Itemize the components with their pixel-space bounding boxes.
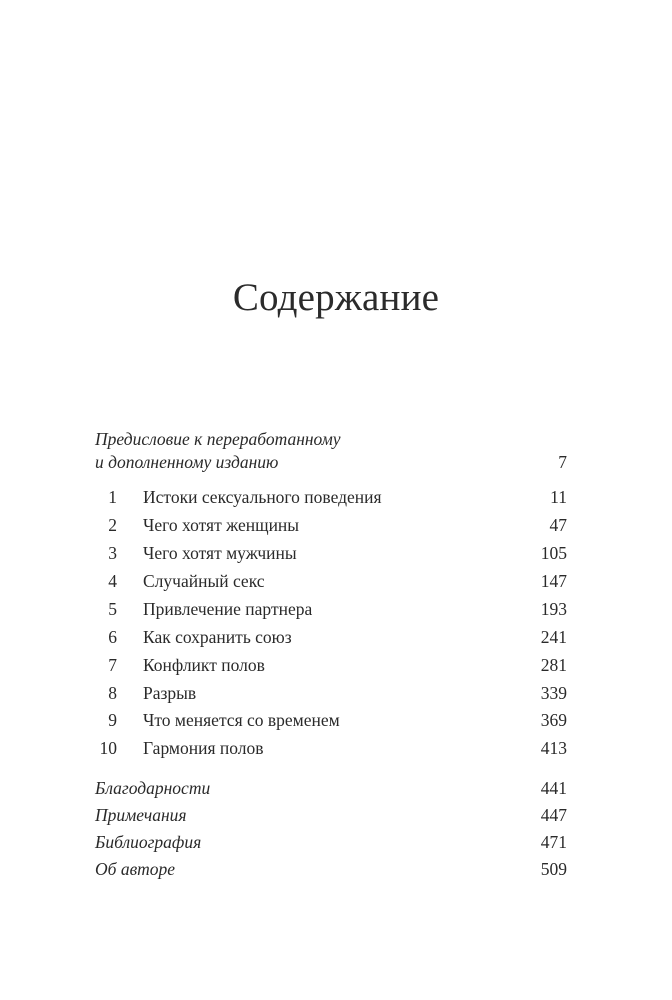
toc-page-number: 441	[540, 778, 567, 798]
toc-entry-chapter	[95, 596, 567, 622]
chapter-number: 10	[99, 738, 117, 758]
toc-page-number: 11	[550, 487, 567, 507]
chapter-number: 8	[108, 683, 117, 703]
page-title: Содержание	[232, 276, 440, 319]
toc-entry-title: Конфликт полов	[143, 655, 265, 675]
toc-entry-title: Чего хотят женщины	[143, 515, 300, 535]
toc-page-number: 47	[549, 515, 567, 535]
toc-entry-title: Случайный секс	[143, 571, 265, 591]
toc-entry-chapter	[95, 540, 567, 566]
chapter-number: 2	[108, 515, 117, 535]
toc-entry-preface	[95, 428, 567, 474]
toc-entry-chapter	[95, 707, 567, 733]
toc-entry-title: Примечания	[95, 805, 187, 825]
toc-entry-title: Чего хотят мужчины	[143, 543, 297, 563]
chapter-number: 4	[108, 571, 117, 591]
toc-page-number: 447	[540, 805, 567, 825]
toc-entry-title: Предисловие к переработанному	[95, 429, 341, 449]
toc-entry-title: Привлечение партнера	[143, 599, 313, 619]
toc-entry-back-matter	[95, 802, 567, 828]
chapter-number: 6	[108, 627, 117, 647]
toc-entry-title: Разрыв	[143, 683, 197, 703]
toc-page-number: 413	[540, 738, 567, 758]
toc-entry-chapter	[95, 735, 567, 761]
toc-entry-title: Библиография	[95, 832, 202, 852]
toc-page-number: 471	[540, 832, 567, 852]
toc-entry-title: Гармония полов	[143, 738, 264, 758]
toc-entry-chapter	[95, 680, 567, 706]
toc-page-number: 105	[540, 543, 567, 563]
toc-entry-title: Что меняется со временем	[143, 710, 340, 730]
toc-entry-chapter	[95, 484, 567, 510]
toc-page-number: 281	[540, 655, 567, 675]
toc-entry-title: Об авторе	[95, 859, 176, 879]
chapter-number: 7	[108, 655, 117, 675]
toc-entry-back-matter	[95, 856, 567, 882]
chapter-number: 1	[108, 487, 117, 507]
toc-page-number: 339	[540, 683, 567, 703]
toc-entry-chapter	[95, 512, 567, 538]
toc-page-number: 147	[540, 571, 567, 591]
toc-page-number: 509	[540, 859, 567, 879]
toc-page-number: 7	[558, 452, 567, 472]
toc-page-number: 193	[540, 599, 567, 619]
toc-entry-title: Как сохранить союз	[143, 627, 292, 647]
toc-entry-back-matter	[95, 829, 567, 855]
chapter-number: 9	[108, 710, 117, 730]
toc-entry-chapter	[95, 652, 567, 678]
toc-entry-title: Истоки сексуального поведения	[143, 487, 382, 507]
toc-entry-chapter	[95, 624, 567, 650]
toc-entry-title: и дополненному изданию	[95, 452, 279, 472]
chapter-number: 5	[108, 599, 117, 619]
toc-entry-back-matter	[95, 775, 567, 801]
toc-page-number: 369	[540, 710, 567, 730]
toc-entry-chapter	[95, 568, 567, 594]
chapter-number: 3	[108, 543, 117, 563]
toc-page-number: 241	[540, 627, 567, 647]
toc-entry-title: Благодарности	[95, 778, 211, 798]
